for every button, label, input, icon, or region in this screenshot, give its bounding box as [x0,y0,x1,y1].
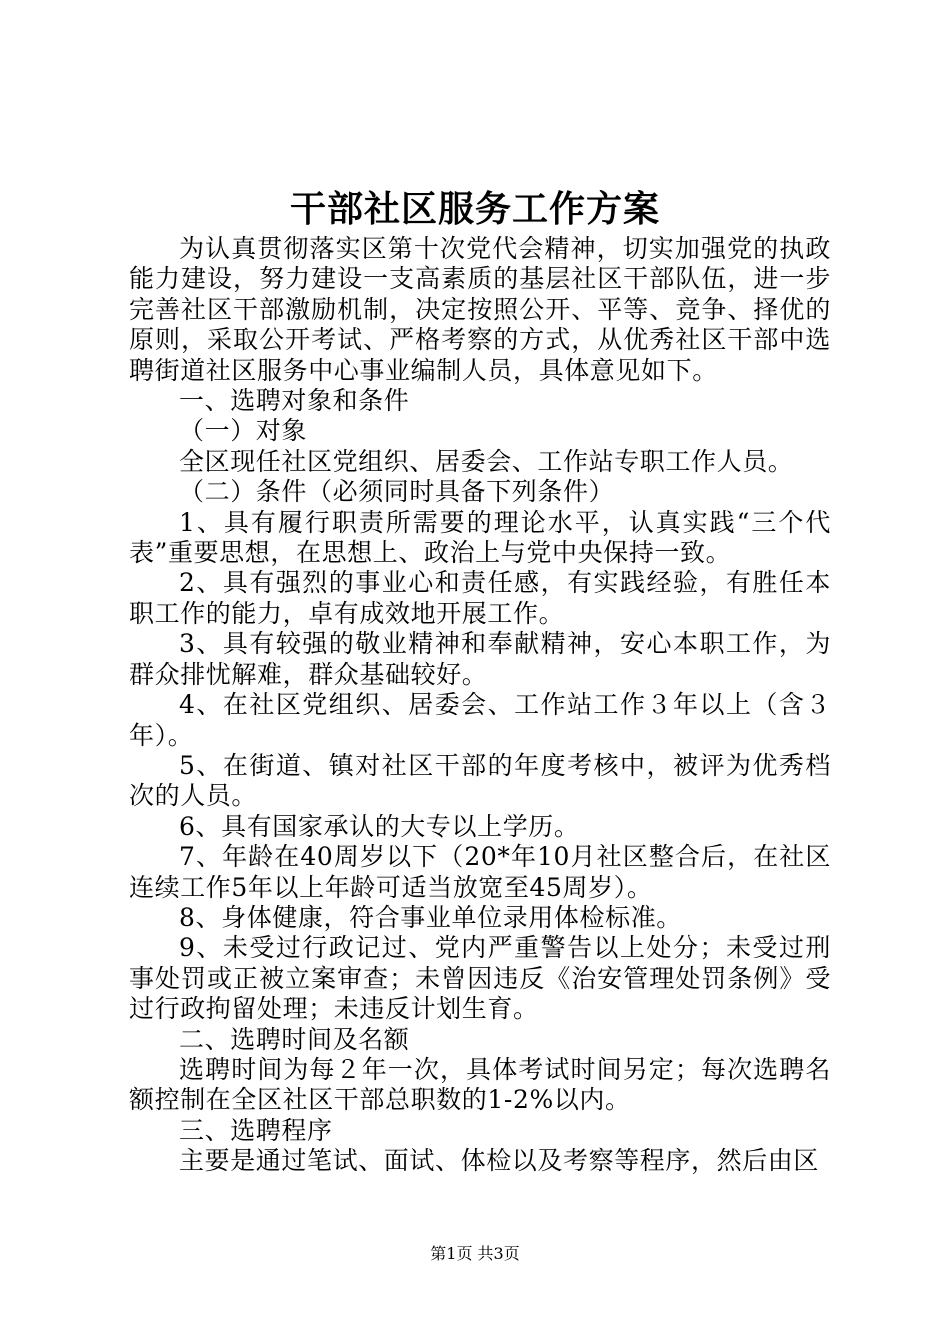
condition-item-1: 1、具有履行职责所需要的理论水平，认真实践“三个代表”重要思想，在思想上、政治上与党中央保持一致。 [129,507,831,568]
condition-item-9: 9、未受过行政记过、党内严重警告以上处分；未受过刑事处罚或正被立案审查；未曾因违反《治安管理处罚条例》受过行政拘留处理；未违反计划生育。 [129,933,831,1024]
condition-item-3: 3、具有较强的敬业精神和奉献精神，安心本职工作，为群众排忧解难，群众基础较好。 [129,629,831,689]
condition-item-6: 6、具有国家承认的大专以上学历。 [179,811,580,841]
section-heading-2: 二、选聘时间及名额 [179,1024,410,1054]
page-footer: 第1页 共3页 [430,1244,520,1263]
condition-item-2: 2、具有强烈的事业心和责任感，有实践经验，有胜任本职工作的能力，卓有成效地开展工作。 [129,568,831,628]
document-title: 干部社区服务工作方案 [289,188,660,230]
paragraph: 全区现任社区党组织、居委会、工作站专职工作人员。 [179,446,794,476]
condition-item-8: 8、身体健康，符合事业单位录用体检标准。 [179,902,682,932]
paragraph: 主要是通过笔试、面试、体检以及考察等程序，然后由区 [179,1146,820,1176]
subsection-heading-2: （二）条件（必须同时具备下列条件） [179,477,615,507]
section-heading-1: 一、选聘对象和条件 [179,386,410,416]
intro-paragraph: 为认真贯彻落实区第十次党代会精神，切实加强党的执政能力建设，努力建设一支高素质的基层社区干部队伍，进一步完善社区干部激励机制，决定按照公开、平等、竞争、择优的原则，采取公开考试、严格考察的方式，从优秀社区干部中选聘街道社区服务中心事业编制人员，具体意见如下。 [129,234,831,385]
document-body [129,234,831,1177]
condition-item-4: 4、在社区党组织、居委会、工作站工作３年以上（含３年）。 [129,690,831,750]
condition-item-7: 7、年龄在40周岁以下（20*年10月社区整合后，在社区连续工作5年以上年龄可适当放宽至45周岁）。 [129,842,831,902]
section-heading-3: 三、选聘程序 [179,1115,333,1145]
subsection-heading-1: （一）对象 [179,416,308,446]
condition-item-5: 5、在街道、镇对社区干部的年度考核中，被评为优秀档次的人员。 [129,750,831,811]
paragraph: 选聘时间为每２年一次，具体考试时间另定；每次选聘名额控制在全区社区干部总职数的1-2%以内。 [129,1054,831,1115]
